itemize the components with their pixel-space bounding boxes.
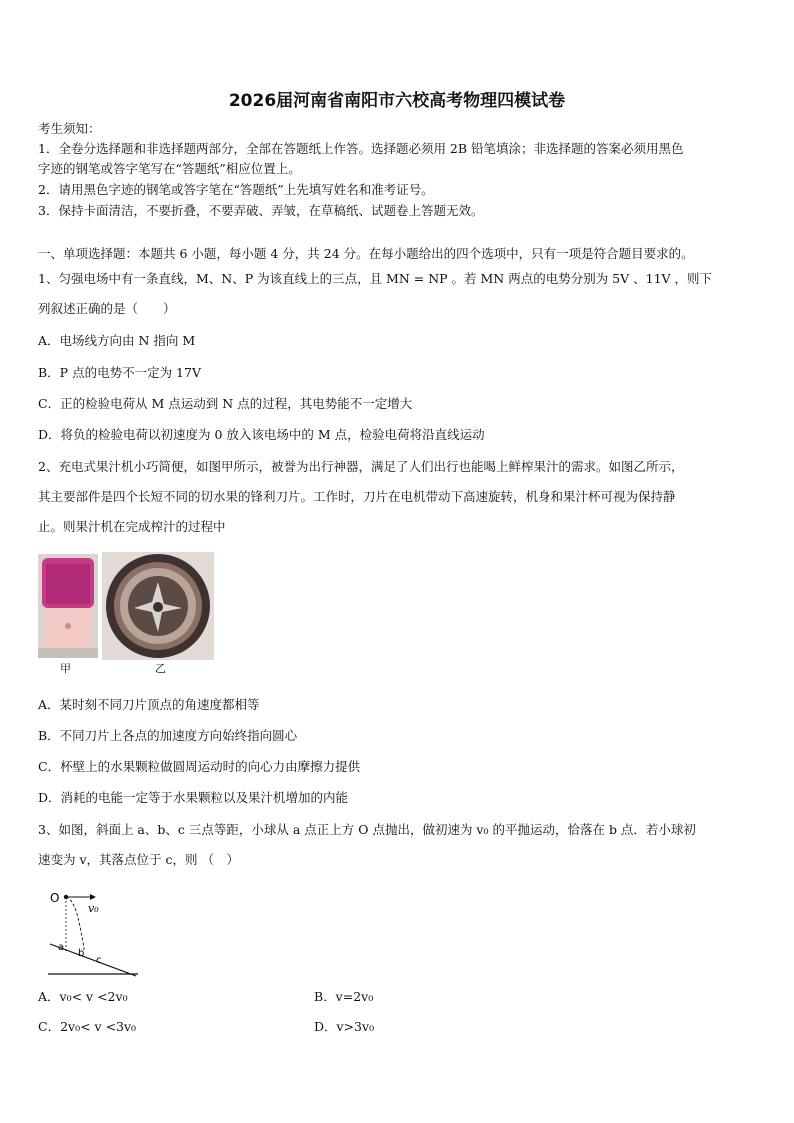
q3-stem: 3、如图，斜面上 a、b、c 三点等距，小球从 a 点正上方 O 点抛出，做初速为 v₀ 的平抛运动，恰落在 b 点．若小球初 — [38, 822, 696, 837]
caption-jia: 甲 — [60, 662, 71, 675]
q2-option-d: D．消耗的电能一定等于水果颗粒以及果汁机增加的内能 — [38, 790, 349, 805]
q3-option-a: A．v₀< v <2v₀ — [38, 989, 128, 1004]
projectile-diagram — [44, 886, 144, 982]
caption-yi: 乙 — [155, 662, 166, 675]
q3-option-c: C．2v₀< v <3v₀ — [38, 1019, 137, 1034]
incline-figure — [44, 886, 144, 982]
notice-item-1: 1．全卷分选择题和非选择题两部分，全部在答题纸上作答。选择题必须用 2B 铅笔填涂；非选择题的答案必须用黑色 — [38, 141, 684, 156]
q1-option-d: D．将负的检验电荷以初速度为 0 放入该电场中的 M 点，检验电荷将沿直线运动 — [38, 427, 485, 442]
label-v0: v₀ — [88, 902, 99, 915]
q3-stem-cont: 速变为 v，其落点位于 c，则 （ ） — [38, 852, 239, 867]
label-c: c — [96, 955, 102, 966]
q2-stem-cont: 其主要部件是四个长短不同的切水果的锋利刀片。工作时，刀片在电机带动下高速旋转，机身和果汁杯可视为保持静 — [38, 489, 676, 504]
q2-stem: 2、充电式果汁机小巧简便，如图甲所示，被誉为出行神器，满足了人们出行也能喝上鲜榨果汁的需求。如图乙所示， — [38, 459, 684, 474]
section-heading: 一、单项选择题：本题共 6 小题，每小题 4 分，共 24 分。在每小题给出的四个选项中，只有一项是符合题目要求的。 — [38, 246, 694, 261]
q2-stem-cont-2: 止。则果汁机在完成榨汁的过程中 — [38, 519, 226, 534]
q1-option-b: B．P 点的电势不一定为 17V — [38, 365, 201, 380]
q3-option-d: D．v>3v₀ — [314, 1019, 375, 1034]
blade-photo — [102, 552, 214, 660]
notice-item-2: 2．请用黑色字迹的钢笔或答字笔在“答题纸”上先填写姓名和准考证号。 — [38, 182, 434, 197]
notice-heading: 考生须知： — [38, 121, 101, 136]
blade-image — [102, 552, 214, 660]
label-a: a — [58, 942, 65, 953]
q1-option-c: C．正的检验电荷从 M 点运动到 N 点的过程，其电势能不一定增大 — [38, 396, 413, 411]
notice-item-1-cont: 字迹的钢笔或答字笔写在“答题纸”相应位置上。 — [38, 161, 301, 176]
q1-option-a: A．电场线方向由 N 指向 M — [38, 333, 196, 348]
juicer-image — [38, 554, 98, 658]
notice-item-3: 3．保持卡面清洁，不要折叠，不要弄破、弄皱，在草稿纸、试题卷上答题无效。 — [38, 203, 484, 218]
q1-stem-cont: 列叙述正确的是（ ） — [38, 301, 176, 316]
label-o: O — [50, 891, 60, 905]
q1-stem: 1、匀强电场中有一条直线，M、N、P 为该直线上的三点，且 MN = NP 。若 MN 两点的电势分别为 5V 、11V ，则下 — [38, 271, 713, 286]
q3-option-b: B．v=2v₀ — [314, 989, 374, 1004]
page-title: 2026届河南省南阳市六校高考物理四模试卷 — [228, 91, 566, 111]
q2-option-c: C．杯壁上的水果颗粒做圆周运动时的向心力由摩擦力提供 — [38, 759, 361, 774]
label-b: b — [78, 948, 85, 959]
q2-option-b: B．不同刀片上各点的加速度方向始终指向圆心 — [38, 728, 298, 743]
juicer-photo — [38, 554, 98, 658]
q2-option-a: A．某时刻不同刀片顶点的角速度都相等 — [38, 697, 260, 712]
